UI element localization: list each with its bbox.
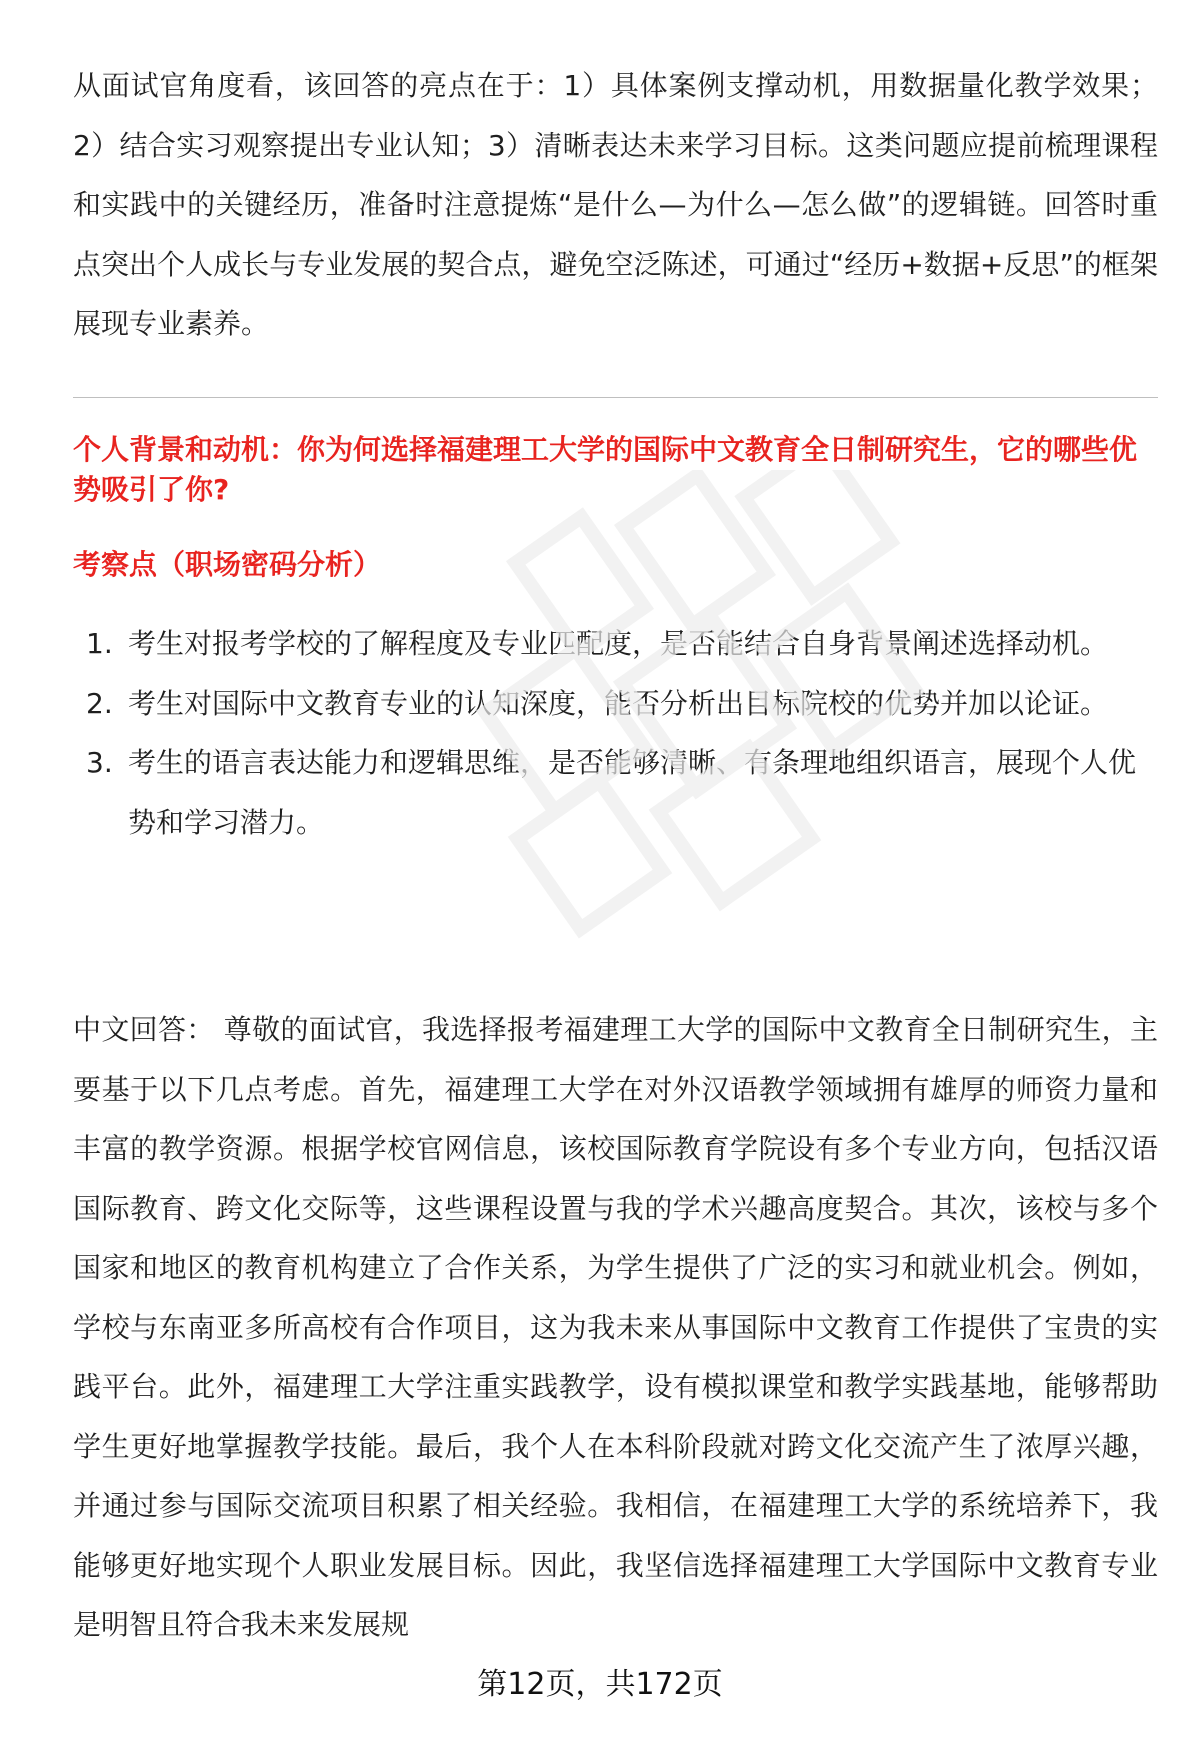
question-title: 个人背景和动机：你为何选择福建理工大学的国际中文教育全日制研究生，它的哪些优势吸引了你?	[73, 433, 1138, 506]
list-item	[73, 614, 1158, 674]
list-item-text: 考生对报考学校的了解程度及专业匹配度，是否能结合自身背景阐述选择动机。	[128, 627, 1109, 660]
list-item	[73, 674, 1158, 734]
list-item-text: 考生对国际中文教育专业的认知深度，能否分析出目标院校的优势并加以论证。	[128, 686, 1109, 720]
answer-section	[73, 1000, 1158, 1655]
section-divider	[73, 397, 1158, 398]
list-item-number: 3.	[86, 746, 113, 779]
assessment-points-list	[73, 614, 1158, 852]
list-item-number: 1.	[86, 627, 113, 660]
answer-paragraph: 中文回答： 尊敬的面试官，我选择报考福建理工大学的国际中文教育全日制研究生，主要基于以下几点考虑。首先，福建理工大学在对外汉语教学领域拥有雄厚的师资力量和丰富的教学资源。根据学校官网信息，该校国际教育学院设有多个专业方向，包括汉语国际教育、跨文化交际等，这些课程设置与我的学术兴趣高度契合。其次，该校与多个国家和地区的教育机构建立了合作关系，为学生提供了广泛的实习和就业机会。例如，学校与东南亚多所高校有合作项目，这为我未来从事国际中文教育工作提供了宝贵的实践平台。此外，福建理工大学注重实践教学，设有模拟课堂和教学实践基地，能够帮助学生更好地掌握教学技能。最后，我个人在本科阶段就对跨文化交流产生了浓厚兴趣，并通过参与国际交流项目积累了相关经验。我相信，在福建理工大学的系统培养下，我能够更好地实现个人职业发展目标。因此，我坚信选择福建理工大学国际中文教育专业是明智且符合我未来发展规	[73, 1013, 1158, 1641]
list-item-number: 2.	[86, 686, 113, 720]
list-item-text: 考生的语言表达能力和逻辑思维，是否能够清晰、有条理地组织语言，展现个人优势和学习潜力。	[128, 746, 1137, 839]
intro-paragraph: 从面试官角度看，该回答的亮点在于：1）具体案例支撑动机，用数据量化教学效果；2）结合实习观察提出专业认知；3）清晰表达未来学习目标。这类问题应提前梳理课程和实践中的关键经历，准备时注意提炼“是什么—为什么—怎么做”的逻辑链。回答时重点突出个人成长与专业发展的契合点，避免空泛陈述，可通过“经历+数据+反思”的框架展现专业素养。	[73, 69, 1158, 340]
list-item	[73, 733, 1158, 852]
page-number: 第12页，共172页	[477, 1667, 723, 1702]
assessment-points-heading: 考察点（职场密码分析）	[73, 548, 382, 581]
intro-section	[73, 56, 1158, 354]
